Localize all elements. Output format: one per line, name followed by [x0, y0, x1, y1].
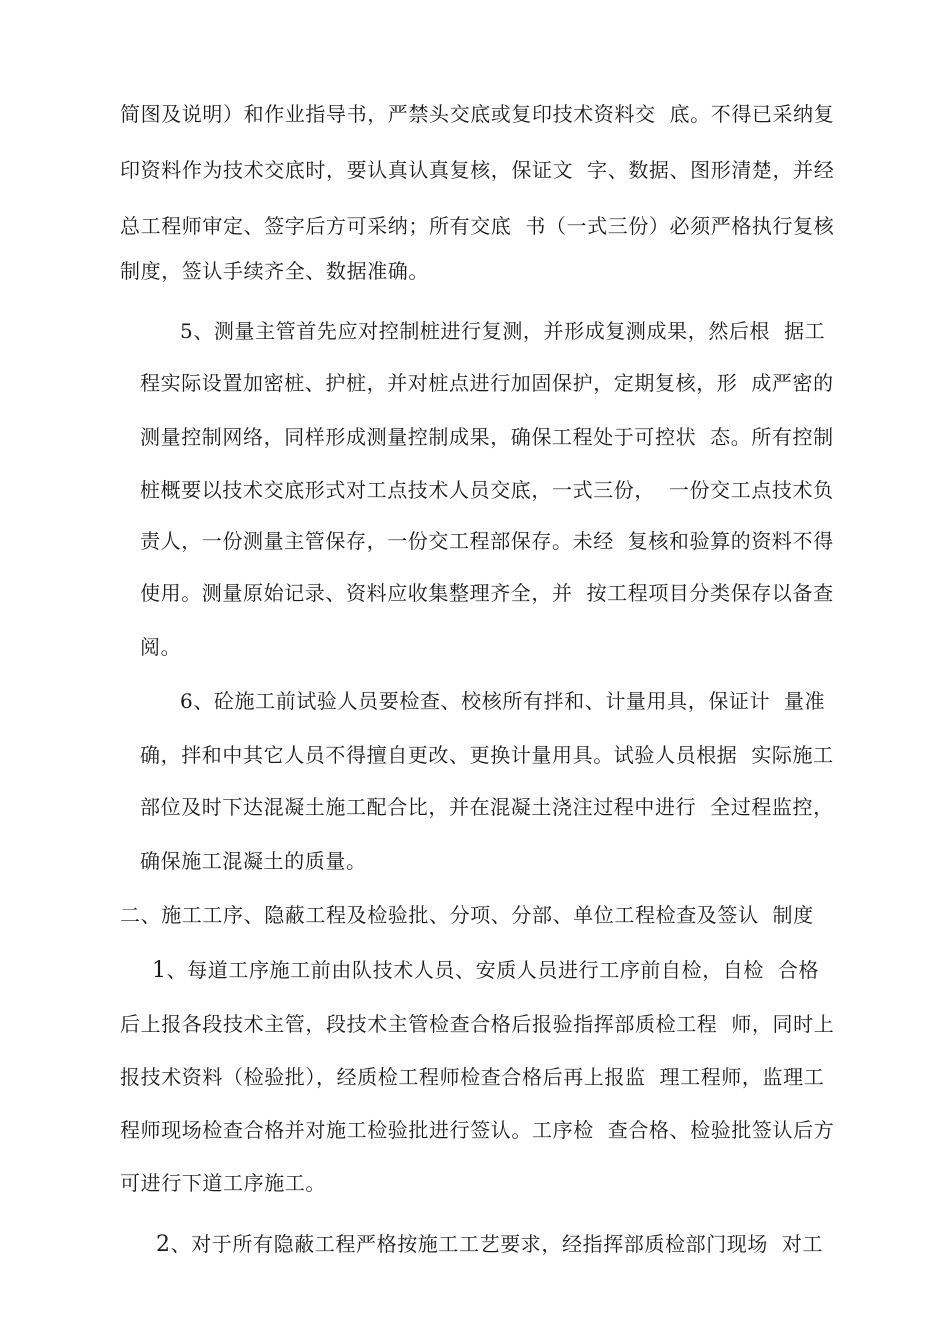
paragraph-5-line: 阅。 [140, 635, 182, 659]
paragraph-6-line: 部位及时下达混凝土施工配合比，并在混凝土浇注过程中进行 全过程监控， [140, 795, 834, 819]
item-1-line: 程师现场检查合格并对施工检验批进行签认。工序检 查合格、检验批签认后方 [120, 1118, 835, 1142]
paragraph-5-line: 测量控制网络，同样形成测量控制成果，确保工程处于可控状 态。所有控制 [140, 425, 834, 449]
item-1-line: 可进行下道工序施工。 [120, 1171, 326, 1195]
paragraph-5-line: 使用。测量原始记录、资料应收集整理齐全，并 按工程项目分类保存以备查 [140, 581, 834, 605]
item-1-first-line [152, 956, 819, 985]
section-heading: 二、施工工序、隐蔽工程及检验批、分项、分部、单位工程检查及签认 制度 [120, 903, 814, 927]
item-1-line: 报技术资料（检验批），经质检工程师检查合格后再上报监 理工程师，监理工 [120, 1065, 825, 1089]
item-number: 1 [152, 958, 167, 983]
item-1-line: 后上报各段技术主管，段技术主管检查合格后报验指挥部质检工程 师，同时上 [120, 1012, 835, 1036]
paragraph-5-line: 程实际设置加密桩、护桩，并对桩点进行加固保护，定期复核，形 成严密的 [140, 371, 834, 395]
item-text: 、每道工序施工前由队技术人员、安质人员进行工序前自检，自检 合格 [166, 958, 820, 982]
paragraph-5-line: 桩概要以技术交底形式对工点技术人员交底，一式三份， 一份交工点技术负 [140, 478, 834, 502]
item-number: 2 [156, 1232, 171, 1257]
text-line: 总工程师审定、签字后方可采纳；所有交底 书（一式三份）必须严格执行复核 [120, 214, 835, 238]
text-line: 简图及说明）和作业指导书，严禁头交底或复印技术资料交 底。不得已采纳复 [120, 102, 835, 126]
paragraph-6-line: 6、砼施工前试验人员要检查、校核所有拌和、计量用具，保证计 量准 [180, 689, 826, 713]
text-line: 印资料作为技术交底时，要认真认真复核，保证文 字、数据、图形清楚，并经 [120, 158, 835, 182]
paragraph-5-line: 责人，一份测量主管保存，一份交工程部保存。未经 复核和验算的资料不得 [140, 529, 834, 553]
item-2-first-line [156, 1230, 823, 1259]
text-line: 制度，签认手续齐全、数据准确。 [120, 259, 429, 283]
paragraph-6-line: 确保施工混凝土的质量。 [140, 849, 367, 873]
paragraph-5-line: 5、测量主管首先应对控制桩进行复测，并形成复测成果，然后根 据工 [180, 319, 826, 343]
paragraph-6-line: 确，拌和中其它人员不得擅自更改、更换计量用具。试验人员根据 实际施工 [140, 743, 834, 767]
item-text: 、对于所有隐蔽工程严格按施工工艺要求，经指挥部质检部门现场 对工 [170, 1232, 824, 1256]
